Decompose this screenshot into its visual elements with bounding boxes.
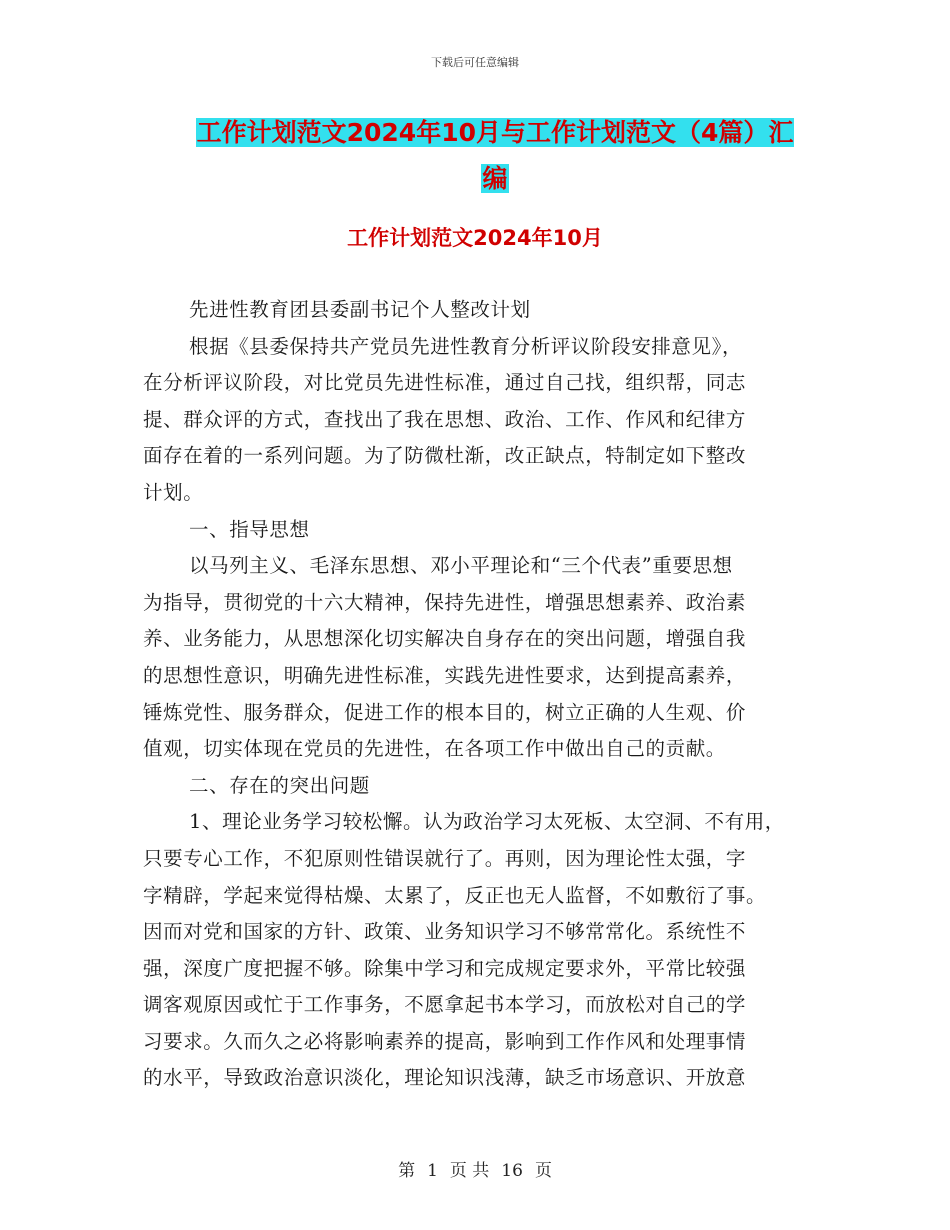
footer-total-pages: 16 bbox=[501, 1161, 523, 1181]
body-line: 锤炼党性、服务群众，促进工作的根本目的，树立正确的人生观、价 bbox=[143, 700, 747, 724]
body-line: 调客观原因或忙于工作事务，不愿拿起书本学习，而放松对自己的学 bbox=[143, 993, 747, 1017]
footer-prefix: 第 bbox=[398, 1161, 416, 1181]
footer-suffix: 页 bbox=[534, 1161, 552, 1181]
body-line: 一、指导思想 bbox=[189, 517, 310, 541]
footer-page-number: 1 bbox=[427, 1161, 438, 1181]
header-note: 下载后可任意编辑 bbox=[431, 56, 519, 69]
body-line: 的水平，导致政治意识淡化，理论知识浅薄，缺乏市场意识、开放意 bbox=[143, 1066, 747, 1090]
body-line: 强，深度广度把握不够。除集中学习和完成规定要求外，平常比较强 bbox=[143, 956, 747, 980]
body-line: 字精辟，学起来觉得枯燥、太累了，反正也无人监督，不如敷衍了事。 bbox=[143, 883, 767, 907]
body-line: 因而对党和国家的方针、政策、业务知识学习不够常常化。系统性不 bbox=[143, 920, 747, 944]
document-title bbox=[140, 110, 850, 202]
title-line-2: 编 bbox=[482, 164, 508, 193]
body-line: 计划。 bbox=[143, 480, 204, 504]
body-line: 以马列主义、毛泽东思想、邓小平理论和“三个代表”重要思想 bbox=[189, 554, 733, 578]
page-footer bbox=[0, 1156, 950, 1181]
body-text bbox=[143, 292, 823, 1097]
body-line: 根据《县委保持共产党员先进性教育分析评议阶段安排意见》， bbox=[189, 334, 743, 358]
footer-middle: 页 共 bbox=[449, 1161, 490, 1181]
body-line: 在分析评议阶段，对比党员先进性标准，通过自己找，组织帮，同志 bbox=[143, 371, 747, 395]
body-line: 提、群众评的方式，查找出了我在思想、政治、工作、作风和纪律方 bbox=[143, 407, 747, 431]
body-line: 习要求。久而久之必将影响素养的提高，影响到工作作风和处理事情 bbox=[143, 1029, 747, 1053]
body-line: 养、业务能力，从思想深化切实解决自身存在的突出问题，增强自我 bbox=[143, 627, 747, 651]
body-line: 二、存在的突出问题 bbox=[189, 773, 370, 797]
section-title: 工作计划范文2024年10月 bbox=[347, 226, 603, 250]
body-line: 先进性教育团县委副书记个人整改计划 bbox=[189, 298, 531, 321]
body-line: 1、理论业务学习较松懈。认为政治学习太死板、太空洞、不有用， bbox=[189, 810, 785, 834]
body-line: 只要专心工作，不犯原则性错误就行了。再则，因为理论性太强，字 bbox=[143, 846, 747, 870]
title-line-1: 工作计划范文2024年10月与工作计划范文（4篇）汇 bbox=[196, 118, 794, 147]
body-line: 为指导，贯彻党的十六大精神，保持先进性，增强思想素养、政治素 bbox=[143, 590, 747, 614]
body-line: 的思想性意识，明确先进性标准，实践先进性要求，达到提高素养， bbox=[143, 663, 747, 687]
body-line: 值观，切实体现在党员的先进性，在各项工作中做出自己的贡献。 bbox=[143, 737, 726, 761]
body-line: 面存在着的一系列问题。为了防微杜渐，改正缺点，特制定如下整改 bbox=[143, 444, 747, 468]
